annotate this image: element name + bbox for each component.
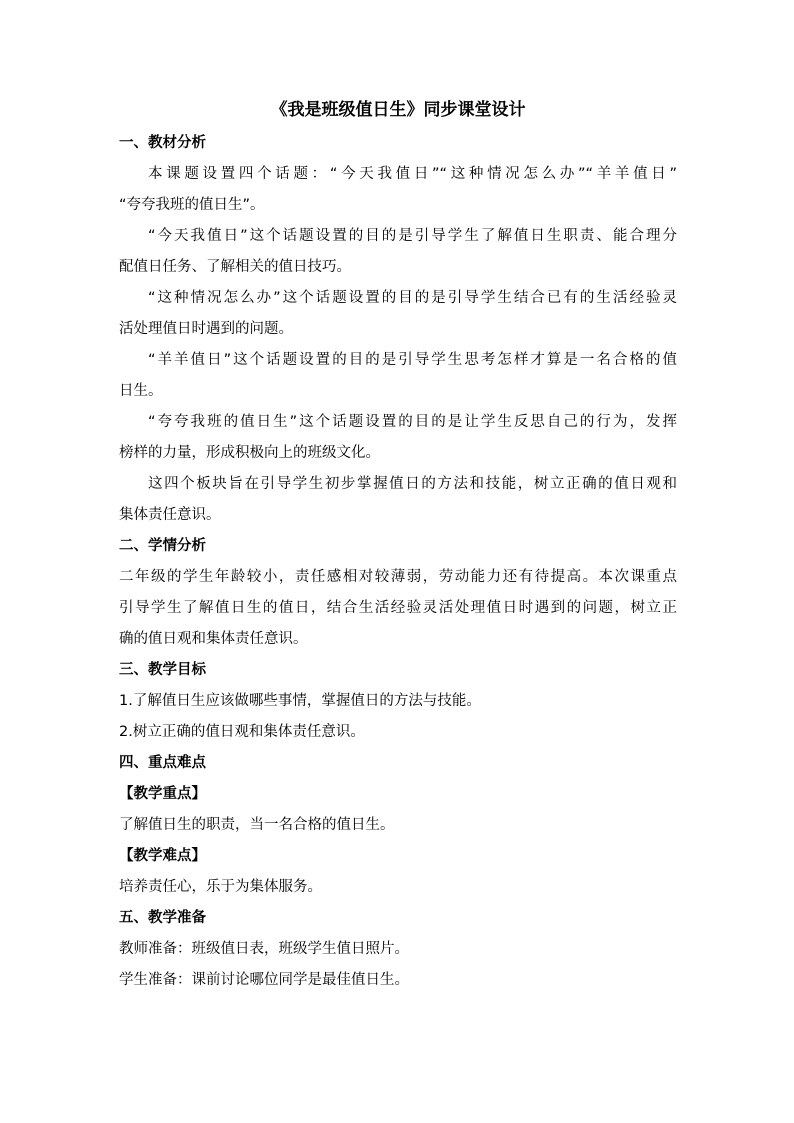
teacher-preparation: 教师准备：班级值日表，班级学生值日照片。 bbox=[119, 941, 409, 957]
difficult-point-text: 培养责任心，乐于为集体服务。 bbox=[119, 879, 322, 895]
document-title: 《我是班级值日生》同步课堂设计 bbox=[270, 100, 526, 120]
paragraph-line: “羊羊值日”这个话题设置的目的是引导学生思考怎样才算是一名合格的值 bbox=[148, 352, 677, 368]
paragraph-line: “夸夸我班的值日生”这个话题设置的目的是让学生反思自己的行为，发挥 bbox=[148, 414, 677, 430]
paragraph-line: 本课题设置四个话题：“今天我值日”“这种情况怎么办”“羊羊值日” bbox=[148, 166, 677, 182]
document-page bbox=[119, 96, 677, 996]
paragraph-line: “夸夸我班的值日生”。 bbox=[119, 197, 265, 213]
section-heading-key-difficult-points: 四、重点难点 bbox=[119, 755, 206, 771]
paragraph-line: 引导学生了解值日生的值日，结合生活经验灵活处理值日时遇到的问题，树立正 bbox=[119, 600, 677, 616]
key-point-text: 了解值日生的职责，当一名合格的值日生。 bbox=[119, 817, 395, 833]
section-heading-student-analysis: 二、学情分析 bbox=[119, 538, 206, 554]
paragraph-line: 日生。 bbox=[119, 383, 163, 399]
paragraph-line: 集体责任意识。 bbox=[119, 507, 221, 523]
section-heading-teaching-preparation: 五、教学准备 bbox=[119, 910, 206, 926]
key-point-label: 【教学重点】 bbox=[119, 786, 206, 802]
student-preparation: 学生准备：课前讨论哪位同学是最佳值日生。 bbox=[119, 972, 409, 988]
paragraph-line: 这四个板块旨在引导学生初步掌握值日的方法和技能，树立正确的值日观和 bbox=[148, 476, 677, 492]
paragraph-line: 配值日任务、了解相关的值日技巧。 bbox=[119, 259, 351, 275]
paragraph-line: 活处理值日时遇到的问题。 bbox=[119, 321, 293, 337]
goal-item-1: 1.了解值日生应该做哪些事情，掌握值日的方法与技能。 bbox=[119, 693, 481, 709]
difficult-point-label: 【教学难点】 bbox=[119, 848, 206, 864]
paragraph-line: “这种情况怎么办”这个话题设置的目的是引导学生结合已有的生活经验灵 bbox=[148, 290, 677, 306]
section-heading-textbook-analysis: 一、教材分析 bbox=[119, 135, 206, 151]
paragraph-line: 榜样的力量，形成积极向上的班级文化。 bbox=[119, 445, 380, 461]
goal-item-2: 2.树立正确的值日观和集体责任意识。 bbox=[119, 724, 365, 740]
paragraph-line: “今天我值日”这个话题设置的目的是引导学生了解值日生职责、能合理分 bbox=[148, 228, 677, 244]
paragraph-line: 确的值日观和集体责任意识。 bbox=[119, 631, 308, 647]
paragraph-line: 二年级的学生年龄较小，责任感相对较薄弱，劳动能力还有待提高。本次课重点 bbox=[119, 569, 677, 585]
section-heading-teaching-goals: 三、教学目标 bbox=[119, 662, 206, 678]
